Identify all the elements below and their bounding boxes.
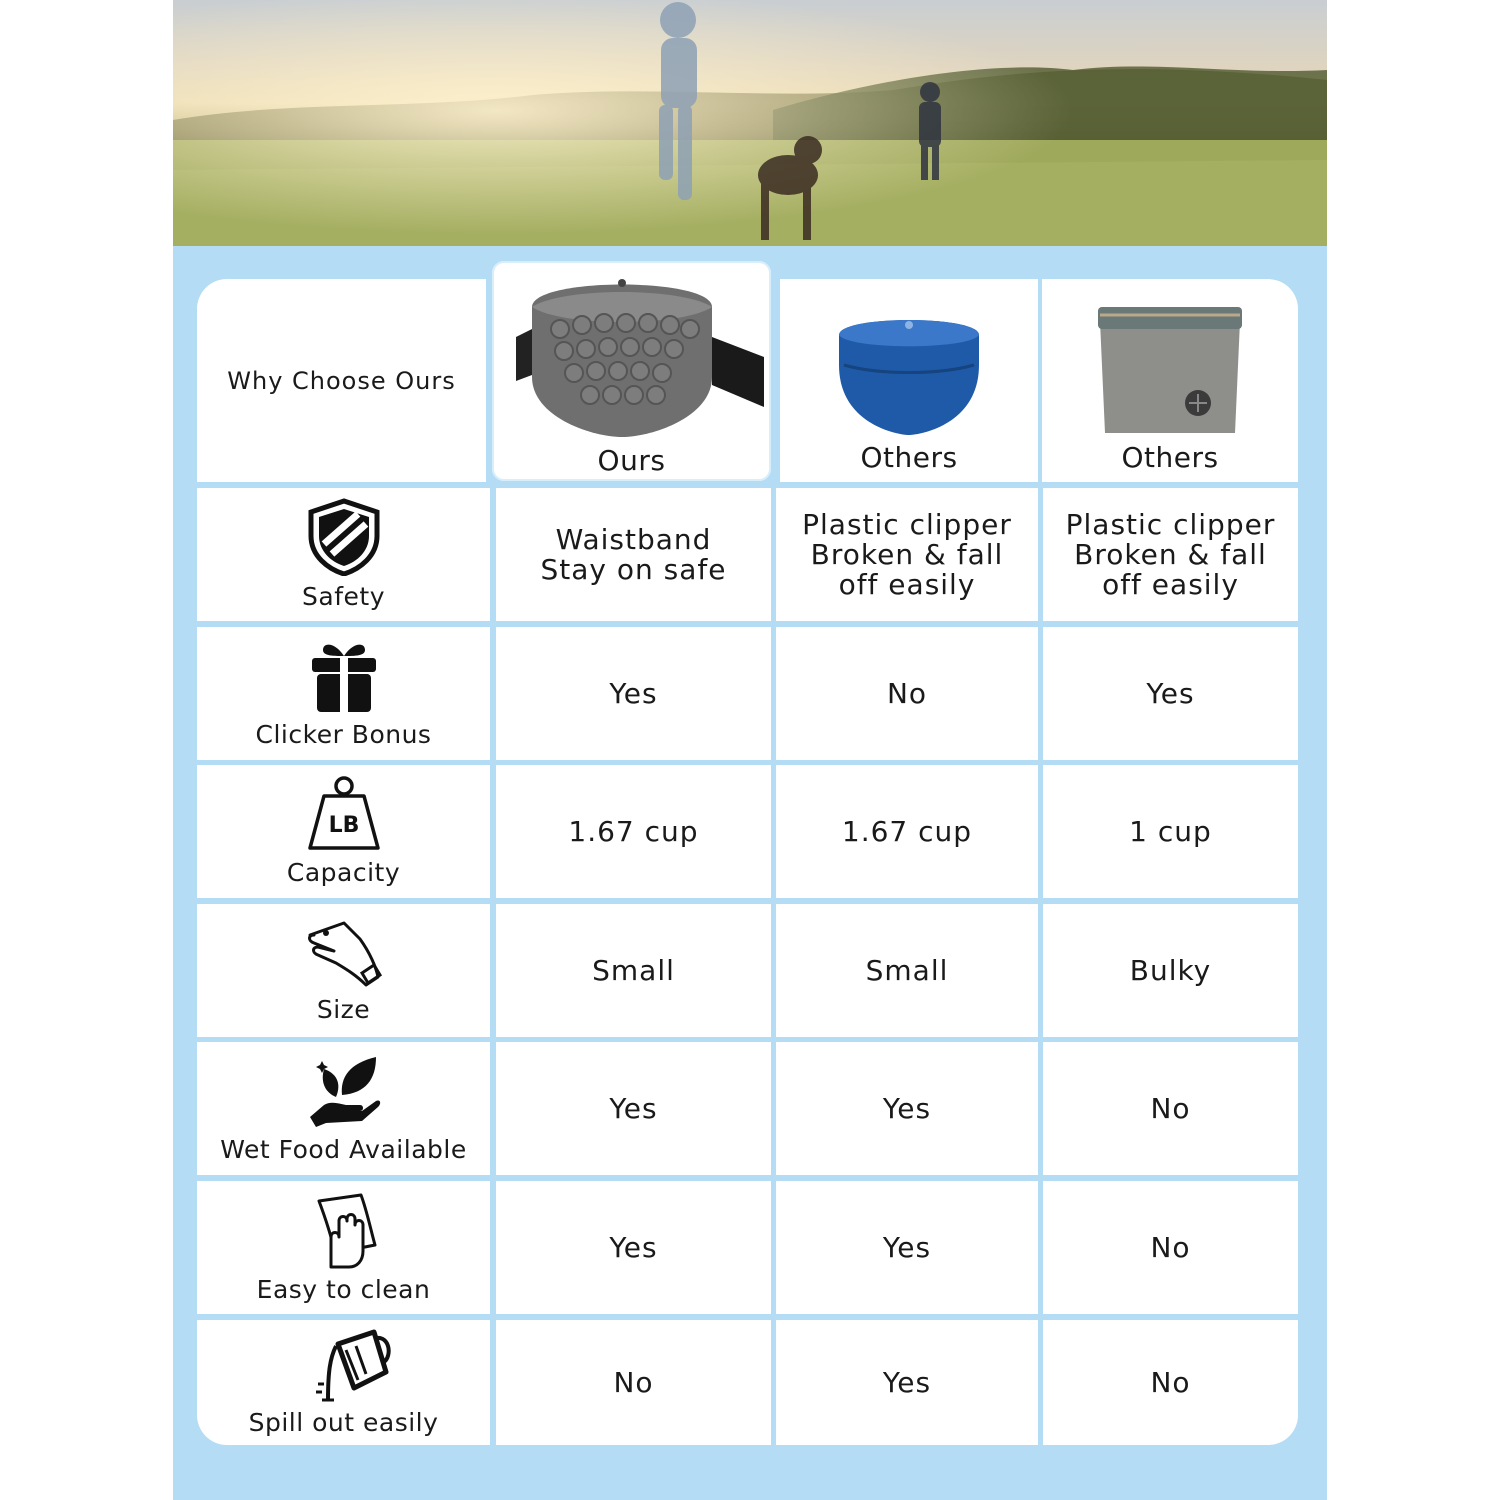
- value-cell: [1043, 904, 1298, 1037]
- value-cell: [776, 627, 1038, 760]
- row-value: 1.67 cup: [841, 814, 973, 848]
- row-value: Small: [865, 953, 949, 987]
- row-label-cell: [197, 1181, 490, 1314]
- row-value: Bulky: [1129, 953, 1212, 987]
- row-value: No: [886, 676, 928, 710]
- row-label-cell: [197, 627, 490, 760]
- row-label: Size: [316, 995, 371, 1024]
- row-label: Safety: [302, 582, 385, 611]
- value-cell: [1043, 1320, 1298, 1445]
- shield-icon: [306, 498, 382, 576]
- row-value: No: [1150, 1091, 1191, 1125]
- row-label-cell: [197, 1042, 490, 1175]
- row-label-cell: [197, 765, 490, 898]
- row-value: Waistband Stay on safe: [540, 522, 727, 586]
- field-scene-illustration: [173, 0, 1327, 246]
- product-name: Others: [860, 441, 958, 474]
- product-header-ours: [488, 257, 775, 485]
- row-value: No: [613, 1365, 654, 1399]
- row-value: Yes: [609, 1230, 658, 1264]
- row-label: Easy to clean: [256, 1275, 431, 1304]
- value-cell: [1043, 488, 1298, 621]
- row-value: Yes: [882, 1230, 932, 1264]
- canvas-bag-image: [1090, 293, 1250, 443]
- blue-pouch-image: [819, 295, 999, 435]
- value-cell: [496, 1320, 771, 1445]
- hero-photo: [173, 0, 1327, 246]
- hand-wipe-icon: [309, 1191, 379, 1269]
- value-cell: [496, 765, 771, 898]
- row-value: Plastic clipper Broken & fall off easily: [1065, 507, 1276, 601]
- row-value: Plastic clipper Broken & fall off easily: [802, 507, 1012, 601]
- gift-icon: [309, 638, 379, 714]
- corner-label: Why Choose Ours: [227, 366, 456, 395]
- value-cell: [1043, 1042, 1298, 1175]
- value-cell: [496, 488, 771, 621]
- value-cell: [1043, 765, 1298, 898]
- value-cell: [496, 627, 771, 760]
- row-value: No: [1150, 1230, 1191, 1264]
- row-value: Yes: [609, 1091, 658, 1125]
- row-value: Yes: [609, 676, 658, 710]
- row-label-cell: [197, 488, 490, 621]
- row-label: Capacity: [286, 858, 401, 887]
- value-cell: [776, 765, 1038, 898]
- hand-leaf-icon: [306, 1053, 382, 1129]
- value-cell: [776, 904, 1038, 1037]
- row-label-cell: [197, 1320, 490, 1445]
- gray-popit-pouch-image: [502, 267, 764, 437]
- value-cell: [1043, 1181, 1298, 1314]
- weight-lb-icon: [306, 776, 382, 852]
- row-value: Yes: [882, 1091, 932, 1125]
- value-cell: [496, 904, 771, 1037]
- product-header-others-2: [1042, 279, 1298, 482]
- row-value: Yes: [1146, 676, 1195, 710]
- row-value: 1 cup: [1129, 814, 1212, 848]
- comparison-infographic: [173, 0, 1327, 1500]
- value-cell: [776, 1181, 1038, 1314]
- pinch-hand-icon: [304, 917, 384, 989]
- row-value: Small: [592, 953, 675, 987]
- row-label: Spill out easily: [248, 1408, 439, 1437]
- row-label: Wet Food Available: [220, 1135, 467, 1164]
- svg-text:LB: LB: [328, 813, 359, 838]
- product-name: Ours: [597, 444, 666, 477]
- value-cell: [776, 1320, 1038, 1445]
- row-value: 1.67 cup: [568, 814, 699, 848]
- value-cell: [1043, 627, 1298, 760]
- row-value: No: [1150, 1365, 1191, 1399]
- pouring-jug-icon: [294, 1328, 394, 1402]
- value-cell: [776, 1042, 1038, 1175]
- row-label-cell: [197, 904, 490, 1037]
- product-header-others-1: [780, 279, 1038, 482]
- product-name: Others: [1121, 441, 1219, 474]
- row-label: Clicker Bonus: [255, 720, 432, 749]
- row-value: Yes: [882, 1365, 932, 1399]
- value-cell: [496, 1042, 771, 1175]
- value-cell: [776, 488, 1038, 621]
- value-cell: [496, 1181, 771, 1314]
- corner-label-cell: [197, 279, 486, 482]
